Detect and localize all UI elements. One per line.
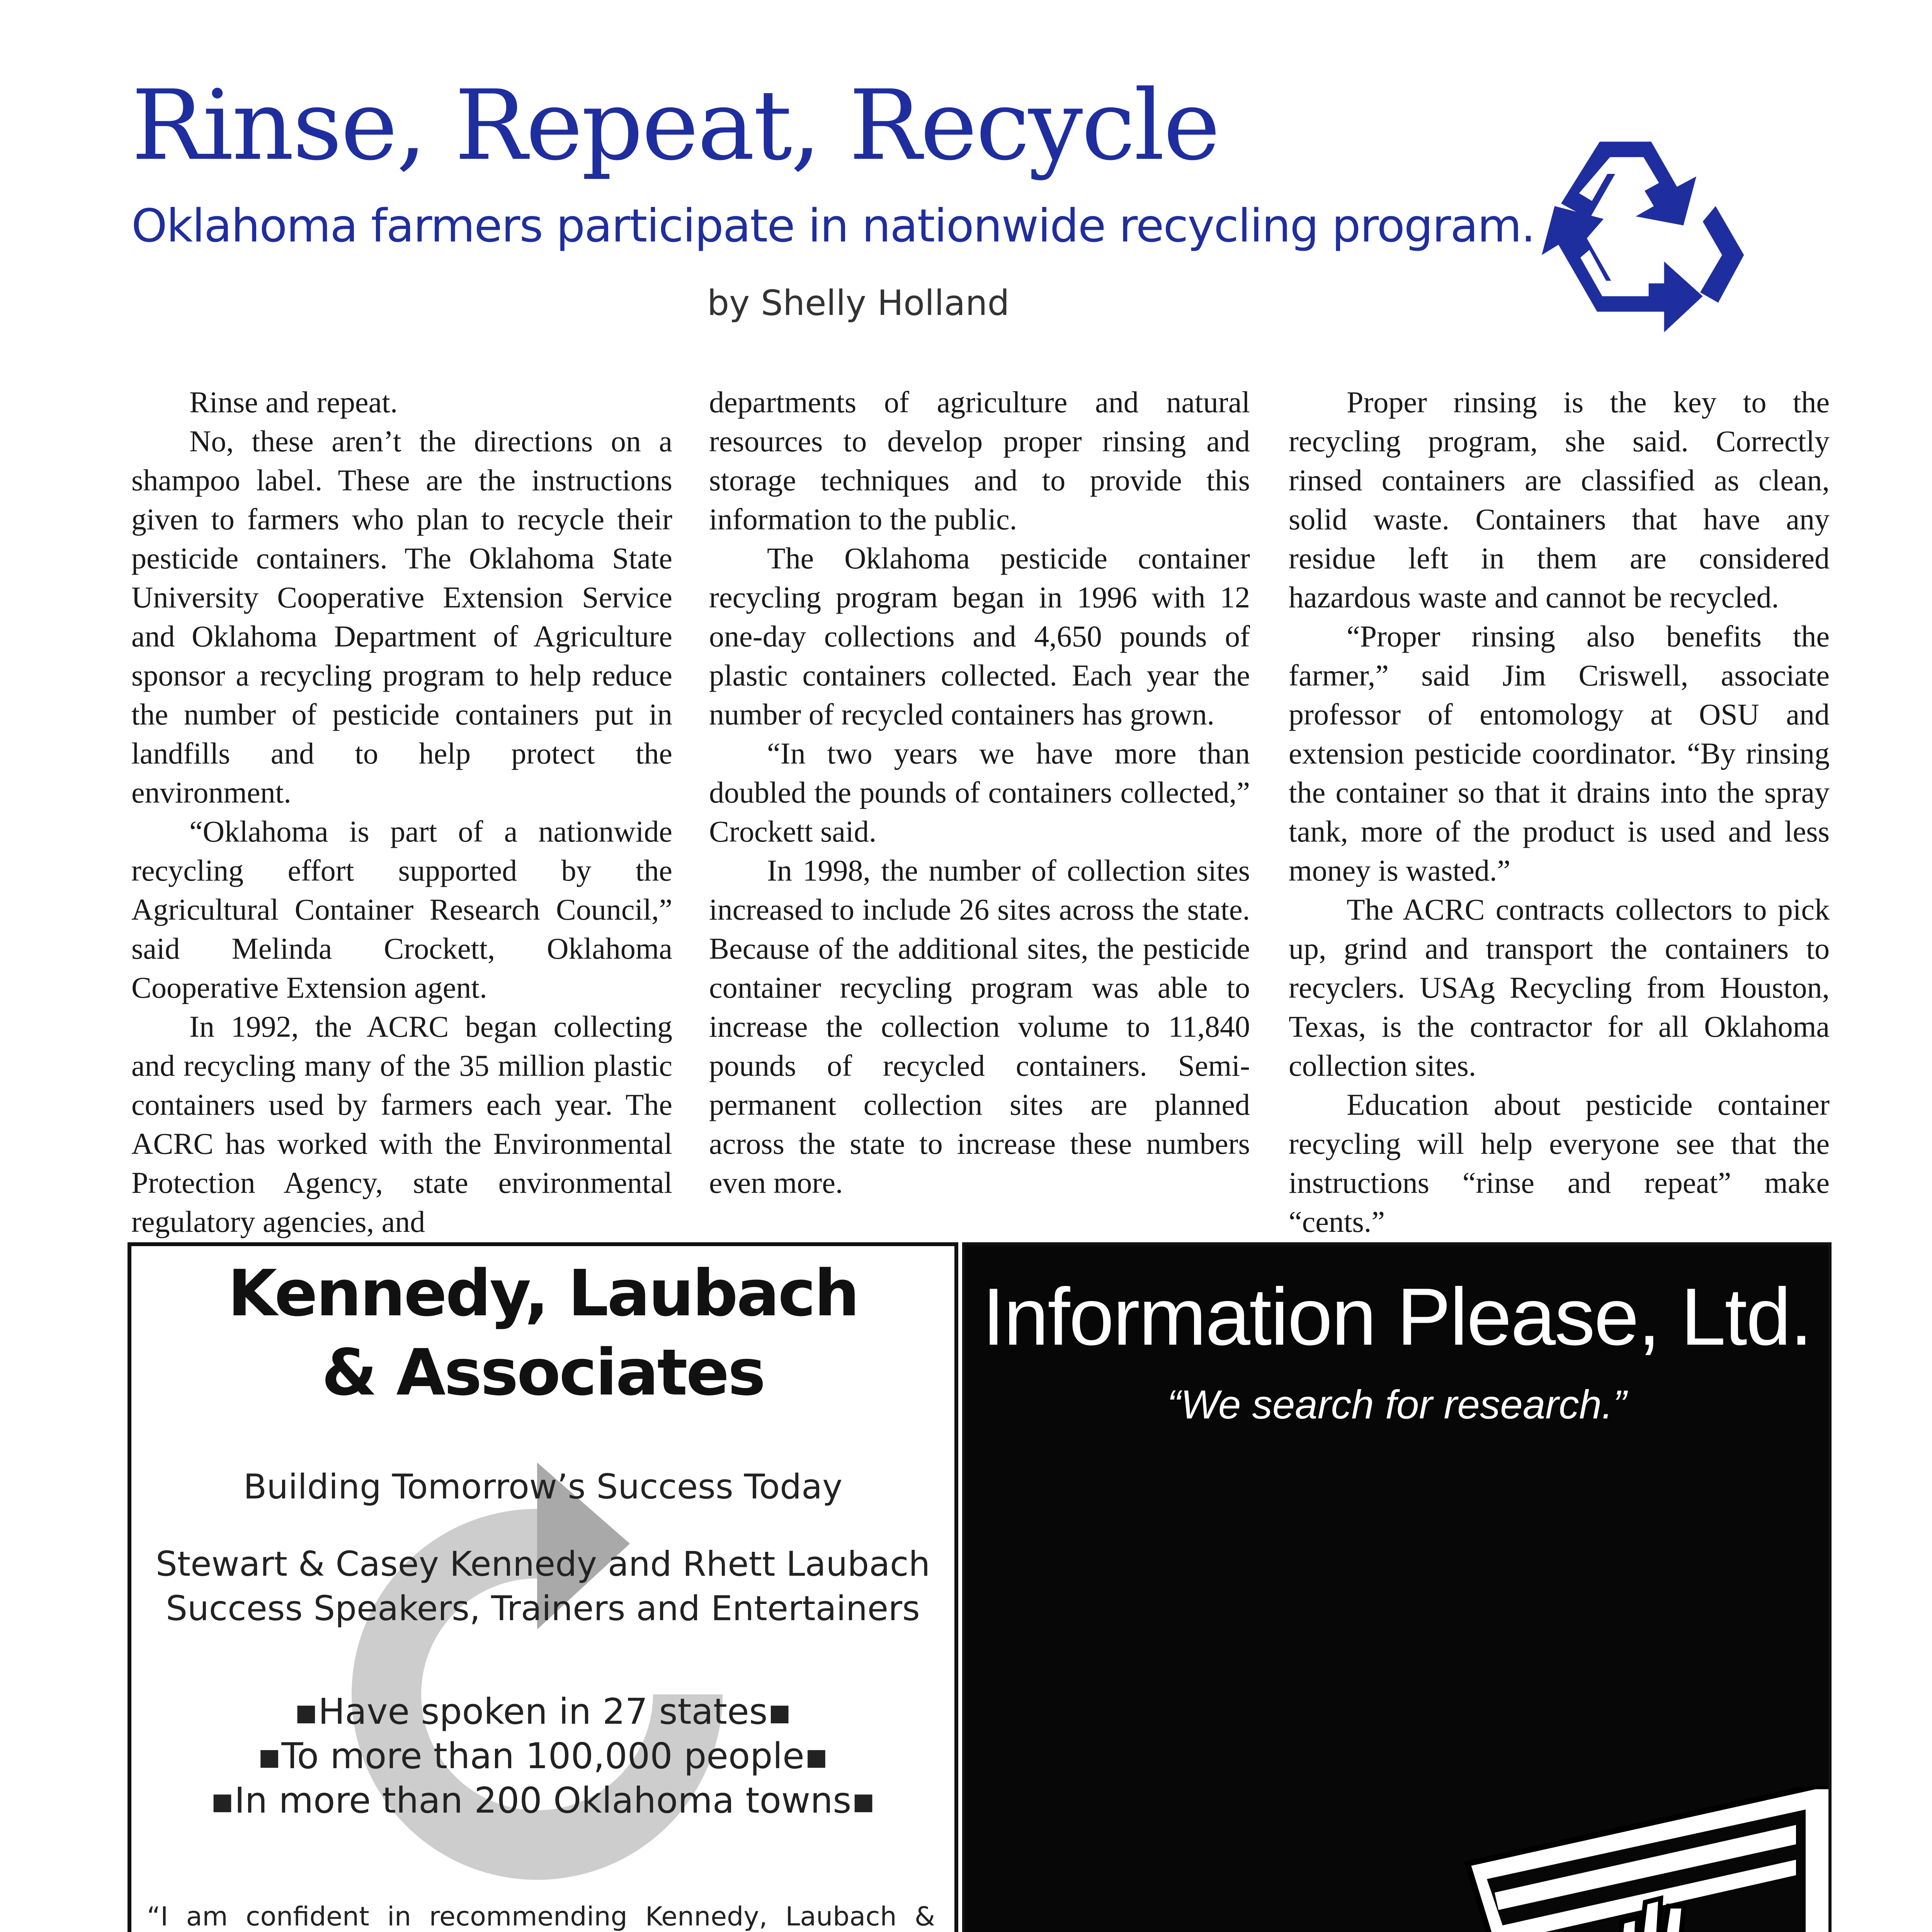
paragraph: Rinse and repeat. xyxy=(189,385,398,419)
information-please-ad xyxy=(962,1242,1832,1932)
article-column-3 xyxy=(1289,383,1830,1241)
article-column-1 xyxy=(131,383,672,1241)
article-column-2 xyxy=(709,383,1250,1202)
paragraph: Education about pesticide container recycling will help everyone see that the instructions “rinse and repeat” make “cents.” xyxy=(1289,1088,1830,1238)
article-title: Rinse, Repeat, Recycle xyxy=(131,69,1219,182)
article-subtitle: Oklahoma farmers participate in nationwide recycling program. xyxy=(131,199,1535,252)
paragraph: Proper rinsing is the key to the recycling program, she said. Correctly rinsed containers are classified as clean, solid waste. Containers that have any residue left in them are considered hazardous waste and cannot be recycled. xyxy=(1289,385,1830,614)
ad-slogan: Building Tomorrow’s Success Today xyxy=(243,1467,843,1507)
kennedy-laubach-ad xyxy=(128,1242,958,1932)
paragraph: No, these aren’t the directions on a shampoo label. These are the instructions given to farmers who plan to recycle their pesticide containers. The Oklahoma State University Cooperative Extension Service and Oklahoma Department of Agriculture sponsor a recycling program to help reduce the number of pesticide containers put in landfills and to help protect the environment. xyxy=(131,424,672,809)
ad-tagline: “We search for research.” xyxy=(1167,1382,1627,1427)
paragraph: In 1992, the ACRC began collecting and recycling many of the 35 million plastic containers used by farmers each year. The ACRC has worked with the Environmental Protection Agency, state environmental regulatory agencies, and xyxy=(131,1010,672,1238)
ad-bullet: ▪Have spoken in 27 states▪ xyxy=(294,1691,792,1732)
ad-company-name: Information Please, Ltd. xyxy=(982,1271,1811,1362)
paragraph: The Oklahoma pesticide container recycling program began in 1996 with 12 one-day collections and 4,650 pounds of plastic containers collected. Each year the number of recycled containers has grown. xyxy=(709,541,1250,731)
ad-testimonial: “I am confident in recommending Kennedy, Laubach & xyxy=(147,1901,935,1932)
paragraph: departments of agriculture and natural resources to develop proper rinsing and storage techniques and to provide this information to the public. xyxy=(709,385,1250,536)
ad-speaker-roles: Success Speakers, Trainers and Entertainers xyxy=(166,1588,920,1628)
ad-bullet: ▪In more than 200 Oklahoma towns▪ xyxy=(210,1780,876,1821)
paragraph: “Oklahoma is part of a nationwide recycling effort supported by the Agricultural Container Research Council,” said Melinda Crockett, Oklahoma Cooperative Extension agent. xyxy=(131,815,672,1004)
paragraph: “Proper rinsing also benefits the farmer,” said Jim Criswell, associate professor of entomology at OSU and extension pesticide coordinator. “By rinsing the container so that it drains into the spray tank, more of the product is used and less money is wasted.” xyxy=(1289,619,1830,887)
recycle-icon xyxy=(1507,116,1770,348)
paragraph: “In two years we have more than doubled the pounds of containers collected,” Crockett said. xyxy=(709,736,1250,848)
ad-title-line-1: Kennedy, Laubach xyxy=(228,1256,858,1330)
article-byline: by Shelly Holland xyxy=(707,283,1010,323)
paragraph: In 1998, the number of collection sites increased to include 26 sites across the state. Because of the additional sites, the pesticide container recycling program was able to increase the collection volume to 11,840 pounds of recycled containers. Semi-permanent collection sites are planned across the state to increase these numbers even more. xyxy=(709,854,1250,1199)
ad-title-line-2: & Associates xyxy=(321,1335,764,1410)
ad-speaker-names: Stewart & Casey Kennedy and Rhett Laubach xyxy=(155,1544,930,1584)
computer-hand-icon xyxy=(1429,1786,1832,1932)
paragraph: The ACRC contracts collectors to pick up, grind and transport the containers to recyclers. USAg Recycling from Houston, Texas, is the contractor for all Oklahoma collection sites. xyxy=(1289,893,1830,1082)
ad-bullet: ▪To more than 100,000 people▪ xyxy=(257,1735,829,1777)
